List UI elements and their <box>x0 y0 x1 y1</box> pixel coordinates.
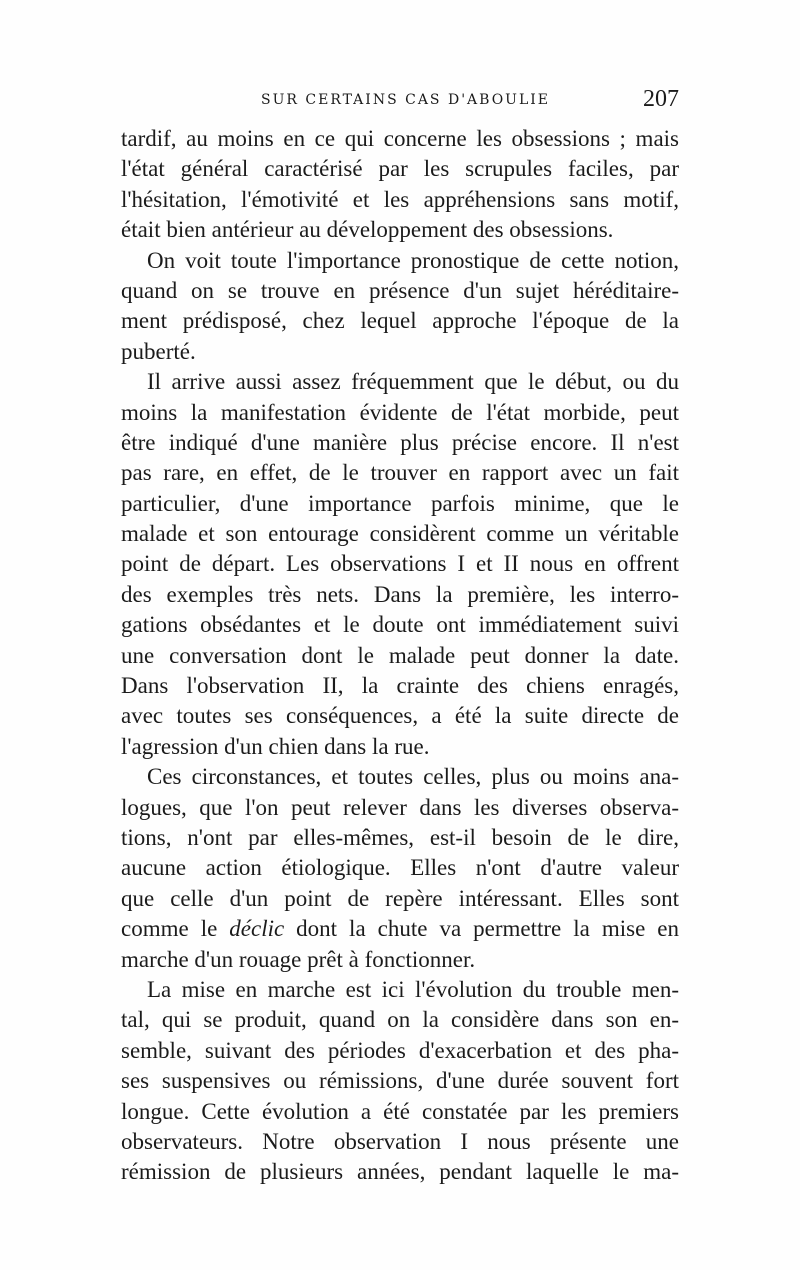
text-line: quand on se trouve en présence d'un sujet héréditaire- <box>121 277 679 303</box>
running-title: SUR CERTAINS CAS D'ABOULIE <box>261 92 551 108</box>
text-line: l'hésitation, l'émotivité et les appréhensions sans motif, <box>121 186 679 212</box>
text-segment: comme le <box>121 916 230 942</box>
text-line: l'agression d'un chien dans la rue. <box>121 733 430 759</box>
text-line: aucune action étiologique. Elles n'ont d'autre valeur <box>121 855 679 881</box>
page-number: 207 <box>643 86 679 112</box>
running-head <box>121 86 679 120</box>
text-line: une conversation dont le malade peut donner la date. <box>121 642 679 668</box>
text-line: On voit toute l'importance pronostique de cette notion, <box>147 247 679 273</box>
text-line: ses suspensives ou rémissions, d'une durée souvent fort <box>121 1068 679 1094</box>
text-line: rémission de plusieurs années, pendant laquelle le ma- <box>121 1159 679 1185</box>
text-line: des exemples très nets. Dans la première, les interro- <box>121 581 679 607</box>
text-line: tions, n'ont par elles-mêmes, est-il besoin de le dire, <box>121 824 679 850</box>
text-line: puberté. <box>121 338 196 364</box>
text-line: pas rare, en effet, de le trouver en rapport avec un fait <box>121 460 679 486</box>
text-line: marche d'un rouage prêt à fonctionner. <box>121 946 476 972</box>
text-line: logues, que l'on peut relever dans les diverses observa- <box>121 794 679 820</box>
text-line: Il arrive aussi assez fréquemment que le début, ou du <box>147 369 679 395</box>
text-line: avec toutes ses conséquences, a été la suite directe de <box>121 703 679 729</box>
text-line: particulier, d'une importance parfois minime, que le <box>121 490 679 516</box>
text-line: longue. Cette évolution a été constatée par les premiers <box>121 1098 679 1124</box>
text-line: être indiqué d'une manière plus précise encore. Il n'est <box>121 429 679 455</box>
text-line: Ces circonstances, et toutes celles, plus ou moins ana- <box>147 764 679 790</box>
text-line: moins la manifestation évidente de l'état morbide, peut <box>121 399 679 425</box>
italic-word: déclic <box>229 916 285 942</box>
text-line: semble, suivant des périodes d'exacerbation et des pha- <box>121 1037 679 1063</box>
text-line-with-italic <box>121 914 679 944</box>
text-line: était bien antérieur au développement des obsessions. <box>121 217 614 243</box>
text-segment: dont la chute va permettre la mise en <box>284 916 679 942</box>
text-line: point de départ. Les observations I et II nous en offrent <box>121 551 679 577</box>
text-line: l'état général caractérisé par les scrupules faciles, par <box>121 156 679 182</box>
text-line: ment prédisposé, chez lequel approche l'époque de la <box>121 308 679 334</box>
text-line: malade et son entourage considèrent comme un véritable <box>121 521 679 547</box>
body-text <box>121 124 679 1188</box>
text-line: que celle d'un point de repère intéressant. Elles sont <box>121 885 679 911</box>
text-line: Dans l'observation II, la crainte des chiens enragés, <box>121 673 679 699</box>
text-line: tal, qui se produit, quand on la considère dans son en- <box>121 1007 679 1033</box>
text-line: tardif, au moins en ce qui concerne les obsessions ; mais <box>121 126 679 151</box>
text-line: observateurs. Notre observation I nous présente une <box>121 1128 679 1154</box>
text-line: La mise en marche est ici l'évolution du trouble men- <box>147 976 679 1002</box>
text-line: gations obsédantes et le doute ont immédiatement suivi <box>121 612 679 638</box>
